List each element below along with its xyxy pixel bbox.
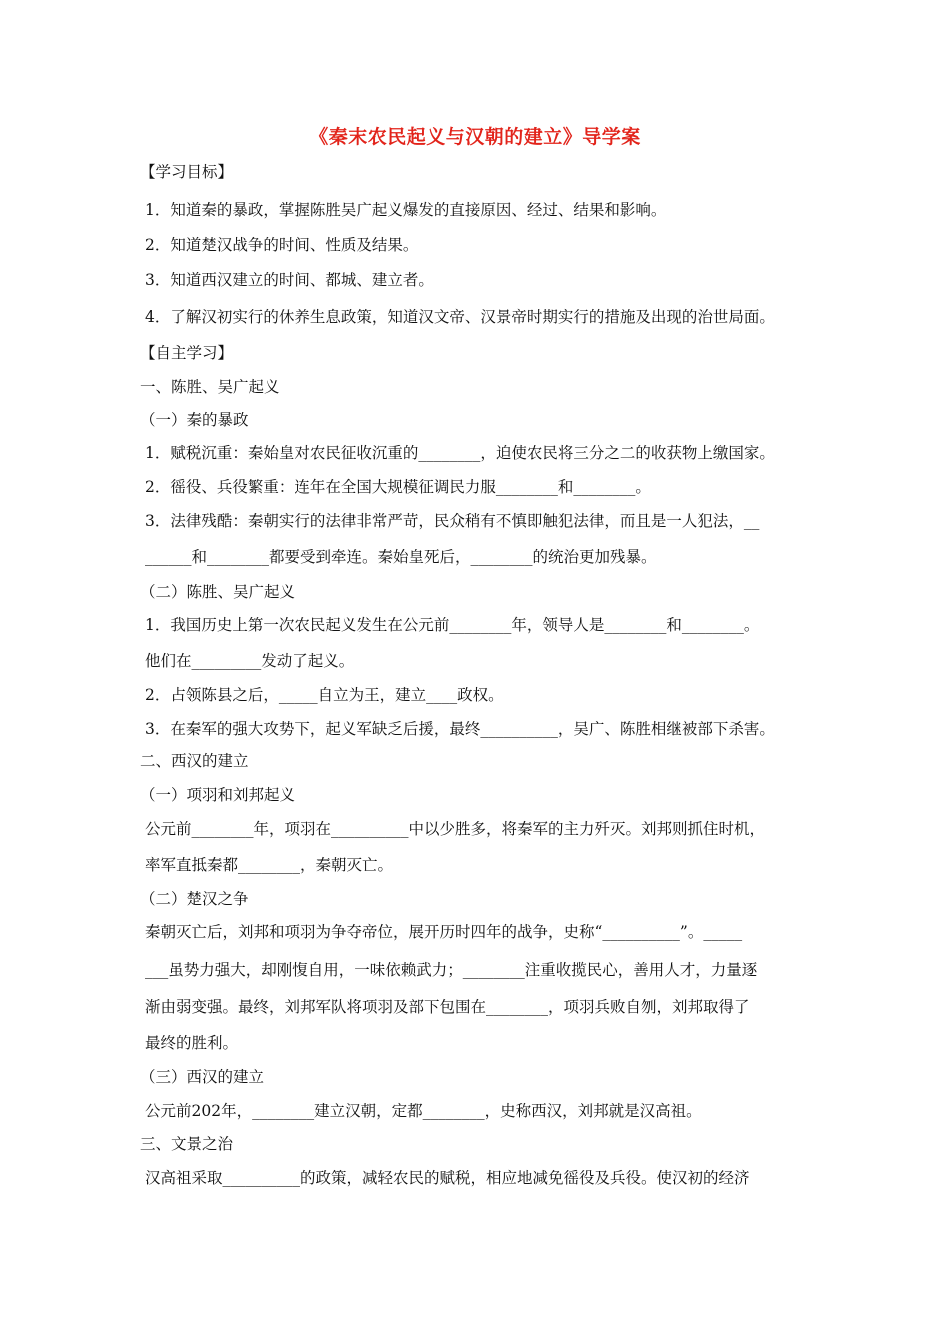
document-title: 《秦末农民起义与汉朝的建立》导学案 [309,126,641,148]
text-line: 1．我国历史上第一次农民起义发生在公元前________年，领导人是________和________。 [145,616,760,634]
text-line: 2．徭役、兵役繁重：连年在全国大规模征调民力服________和________。 [145,478,651,496]
text-line: ___虽势力强大，却刚愎自用，一味依赖武力；________注重收揽民心，善用人才，力量逐 [145,961,758,979]
objective-3: 3．知道西汉建立的时间、都城、建立者。 [145,271,434,289]
text-line: ______和________都要受到牵连。秦始皇死后，________的统治更加残暴。 [145,548,657,566]
text-line: 1．赋税沉重：秦始皇对农民征收沉重的________，迫使农民将三分之二的收获物上缴国家。 [145,444,775,462]
heading-part-1: 一、陈胜、吴广起义 [140,378,280,396]
objective-4: 4．了解汉初实行的休养生息政策，知道汉文帝、汉景帝时期实行的措施及出现的治世局面。 [145,308,775,326]
heading-part-3: 三、文景之治 [140,1135,234,1153]
text-line: 2．占领陈县之后，_____自立为王，建立____政权。 [145,686,504,704]
subheading-xiang-liu: （一）项羽和刘邦起义 [140,786,296,804]
text-line: 率军直抵秦都________，秦朝灭亡。 [145,856,394,874]
text-line: 他们在_________发动了起义。 [145,652,355,670]
text-line: 公元前202年，________建立汉朝，定都________，史称西汉，刘邦就是汉高祖。 [145,1102,702,1120]
text-line: 公元前________年，项羽在__________中以少胜多，将秦军的主力歼灭。刘邦则抓住时机， [145,820,766,838]
subheading-chu-han: （二）楚汉之争 [140,890,249,908]
text-line: 秦朝灭亡后，刘邦和项羽为争夺帝位，展开历时四年的战争，史称“__________”。_____ [145,923,743,941]
subheading-uprising: （二）陈胜、吴广起义 [140,583,296,601]
heading-part-2: 二、西汉的建立 [140,752,249,770]
subheading-western-han: （三）西汉的建立 [140,1068,265,1086]
objective-2: 2．知道楚汉战争的时间、性质及结果。 [145,236,419,254]
subheading-qin-tyranny: （一）秦的暴政 [140,411,249,429]
section-heading-self-study: 【自主学习】 [140,344,234,362]
text-line: 汉高祖采取__________的政策，减轻农民的赋税，相应地减免徭役及兵役。使汉初的经济 [145,1169,750,1187]
text-line: 最终的胜利。 [145,1034,239,1052]
text-line: 渐由弱变强。最终，刘邦军队将项羽及部下包围在________，项羽兵败自刎，刘邦取得了 [145,998,750,1016]
objective-1: 1．知道秦的暴政，掌握陈胜吴广起义爆发的直接原因、经过、结果和影响。 [145,201,667,219]
section-heading-objectives: 【学习目标】 [140,163,234,181]
text-line: 3．在秦军的强大攻势下，起义军缺乏后援，最终__________，吴广、陈胜相继被部下杀害。 [145,720,775,738]
text-line: 3．法律残酷：秦朝实行的法律非常严苛，民众稍有不慎即触犯法律，而且是一人犯法，__ [145,512,760,530]
